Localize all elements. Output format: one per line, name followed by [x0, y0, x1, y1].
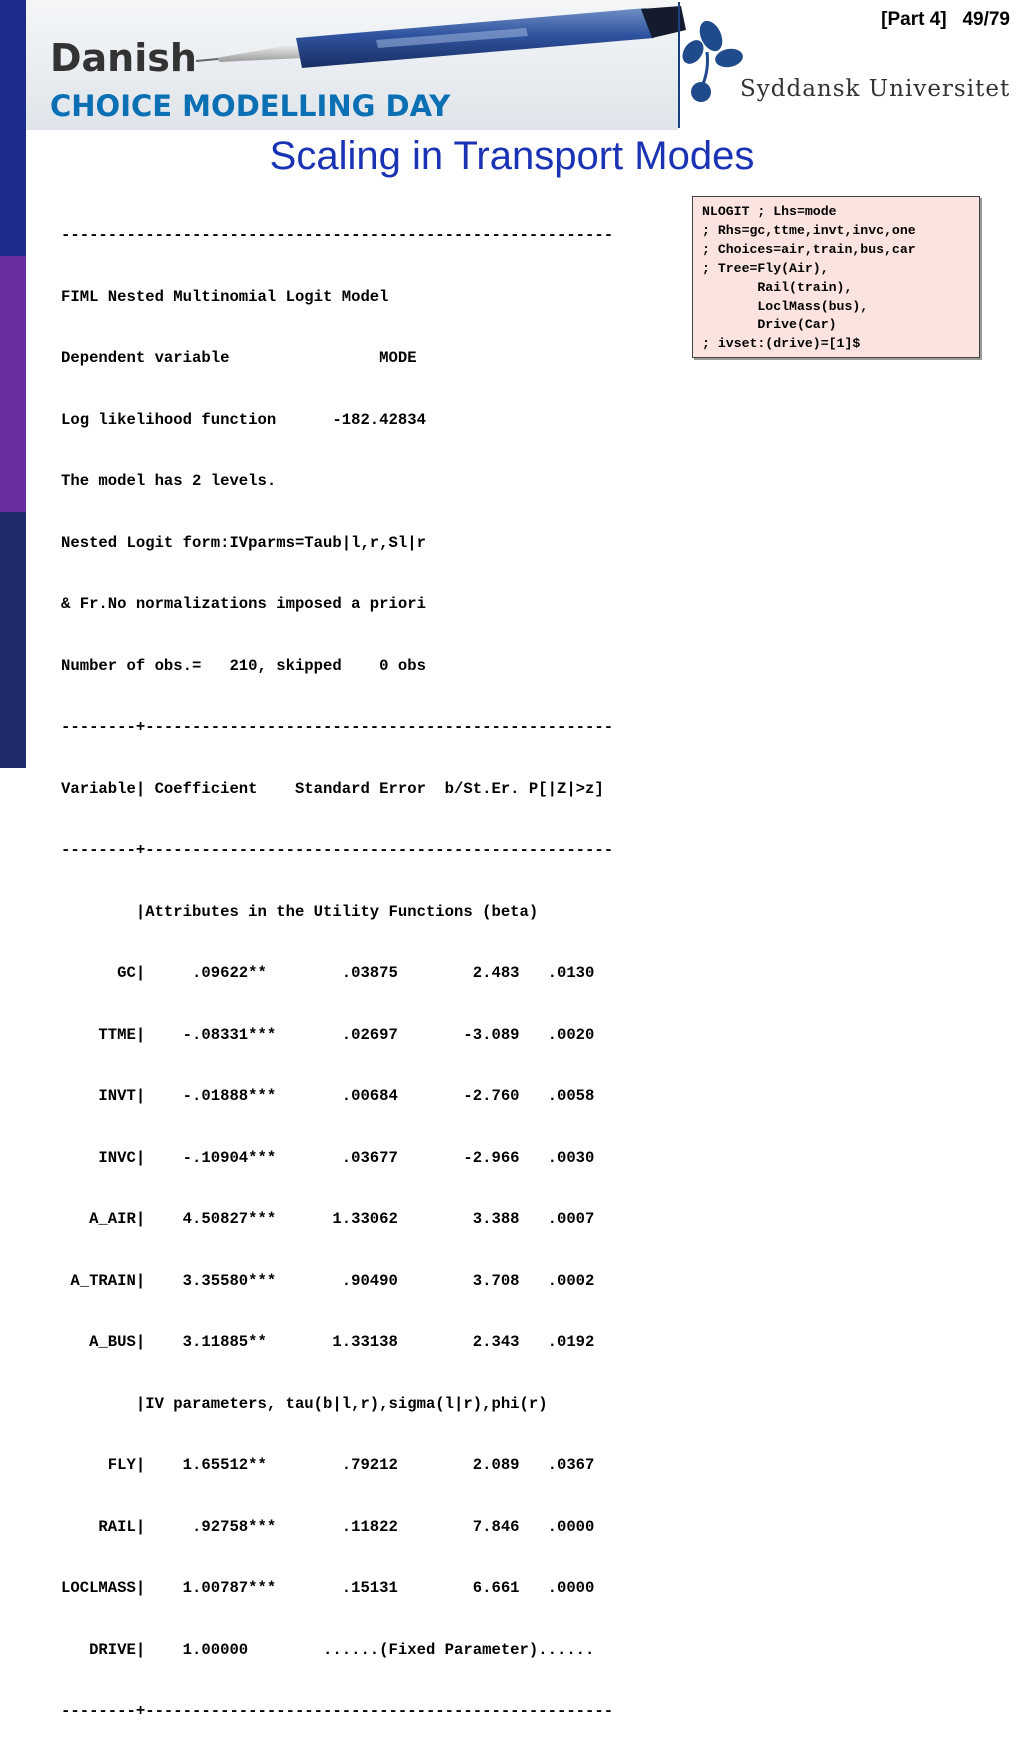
slide-part-label: [Part 4] 49/79: [881, 9, 1010, 30]
output-line: The model has 2 levels.: [61, 472, 277, 490]
model-output: [61, 184, 613, 1742]
output-section-heading: |Attributes in the Utility Functions (beta): [61, 902, 539, 921]
left-bar-segment-bottom: [0, 512, 26, 768]
conference-banner: [26, 0, 678, 130]
output-row: GC| .09622** .03875 2.483 .0130: [61, 964, 595, 982]
output-line: Log likelihood function -182.42834: [61, 410, 426, 429]
output-line: -----------------------------------------------------------: [61, 226, 614, 244]
command-line: Rail(train),: [702, 279, 853, 295]
banner-title-line2: CHOICE MODELLING DAY: [50, 89, 451, 123]
left-bar-segment-middle: [0, 256, 26, 512]
left-bar-segment-top: [0, 0, 26, 256]
university-name: Syddansk Universitet: [740, 76, 1011, 102]
command-line: Drive(Car): [702, 317, 837, 333]
output-row: FLY| 1.65512** .79212 2.089 .0367: [61, 1456, 595, 1474]
tree-logo-icon: [681, 14, 751, 124]
output-row: INVT| -.01888*** .00684 -2.760 .0058: [61, 1087, 595, 1105]
output-row: INVC| -.10904*** .03677 -2.966 .0030: [61, 1148, 595, 1167]
output-line: & Fr.No normalizations imposed a priori: [61, 595, 426, 613]
slide-title: Scaling in Transport Modes: [269, 134, 755, 178]
banner-divider: [678, 2, 680, 128]
output-table-header: Variable| Coefficient Standard Error b/St.Er. P[|Z|>z]: [61, 779, 604, 798]
command-line: ; Rhs=gc,ttme,invt,invc,one: [702, 222, 916, 238]
nlogit-command-box: [692, 196, 980, 358]
command-line: NLOGIT ; Lhs=mode: [702, 204, 837, 219]
output-line: Nested Logit form:IVparms=Taub|l,r,Sl|r: [61, 533, 426, 552]
command-line: LoclMass(bus),: [702, 298, 869, 314]
command-line: ; Choices=air,train,bus,car: [702, 241, 916, 257]
output-row: TTME| -.08331*** .02697 -3.089 .0020: [61, 1025, 595, 1044]
command-line: ; Tree=Fly(Air),: [702, 260, 829, 276]
banner-title-line1: Danish: [50, 36, 197, 80]
output-line: Number of obs.= 210, skipped 0 obs: [61, 656, 426, 675]
output-row: RAIL| .92758*** .11822 7.846 .0000: [61, 1517, 595, 1536]
output-line: Dependent variable MODE: [61, 349, 417, 367]
output-separator: --------+--------------------------------------------------: [61, 841, 614, 859]
output-row: A_BUS| 3.11885** 1.33138 2.343 .0192: [61, 1333, 595, 1351]
output-separator: --------+--------------------------------------------------: [61, 718, 614, 736]
output-row: A_AIR| 4.50827*** 1.33062 3.388 .0007: [61, 1210, 595, 1228]
command-line: ; ivset:(drive)=[1]$: [702, 336, 861, 352]
output-row: DRIVE| 1.00000 ......(Fixed Parameter)......: [61, 1640, 595, 1659]
left-accent-bar: [0, 0, 26, 768]
output-row: A_TRAIN| 3.35580*** .90490 3.708 .0002: [61, 1271, 595, 1290]
output-row: LOCLMASS| 1.00787*** .15131 6.661 .0000: [61, 1579, 595, 1597]
pen-icon: [176, 0, 696, 90]
output-line: FIML Nested Multinomial Logit Model: [61, 287, 389, 306]
output-section-heading: |IV parameters, tau(b|l,r),sigma(l|r),phi(r): [61, 1394, 548, 1413]
output-separator: --------+--------------------------------------------------: [61, 1702, 614, 1720]
